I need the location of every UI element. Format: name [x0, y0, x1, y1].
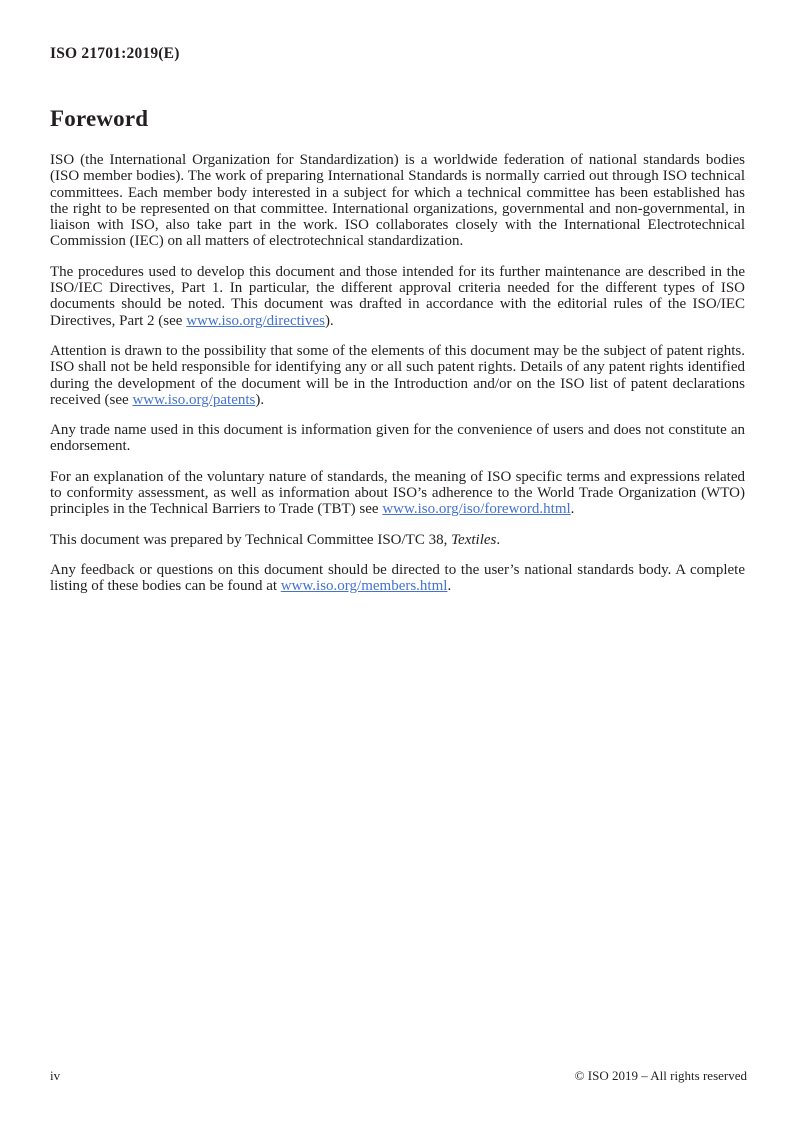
hyperlink[interactable]: www.iso.org/iso/foreword.html	[382, 501, 571, 518]
text-run: .	[447, 578, 452, 595]
text-run: ).	[324, 312, 334, 329]
page-title: Foreword	[50, 106, 149, 131]
text-run: For an explanation of the voluntary nature of standards, the meaning of ISO specific terms and expressions related to conformity assessment, as well as information about ISO’s adherence to the World Trade Organization (WTO) principles in the Technical Barriers to Trade (TBT) see	[50, 468, 745, 518]
hyperlink[interactable]: www.iso.org/patents	[132, 391, 256, 408]
page-footer	[50, 1068, 747, 1084]
paragraph	[50, 343, 745, 408]
text-run: .	[570, 501, 575, 518]
paragraph	[50, 422, 745, 455]
document-reference: ISO 21701:2019(E)	[50, 45, 180, 62]
text-run: .	[496, 531, 501, 548]
copyright-notice: © ISO 2019 – All rights reserved	[574, 1068, 747, 1083]
paragraph	[50, 532, 745, 548]
text-run: ISO (the International Organization for Standardization) is a worldwide federation of national standards bodies (ISO member bodies). The work of preparing International Standards is normally carried out through ISO technical committees. Each member body interested in a subject for which a technical committee has been established has the right to be represented on that committee. International organizations, governmental and non-governmental, in liaison with ISO, also take part in the work. ISO collaborates closely with the International Electrotechnical Commission (IEC) on all matters of electrotechnical standardization.	[50, 152, 745, 250]
text-run: Any feedback or questions on this document should be directed to the user’s national standards body. A complete listing of these bodies can be found at	[50, 561, 745, 595]
paragraph	[50, 469, 745, 518]
text-run: The procedures used to develop this document and those intended for its further maintenance are described in the ISO/IEC Directives, Part 1. In particular, the different approval criteria needed for the different types of ISO documents should be noted. This document was drafted in accordance with the editorial rules of the ISO/IEC Directives, Part 2 (see	[50, 263, 745, 329]
paragraph	[50, 264, 745, 329]
text-run: ).	[255, 391, 265, 408]
text-run: Any trade name used in this document is information given for the convenience of users and does not constitute an endorsement.	[50, 422, 745, 455]
paragraph	[50, 562, 745, 595]
document-body	[50, 152, 745, 609]
text-run: Attention is drawn to the possibility that some of the elements of this document may be the subject of patent rights. ISO shall not be held responsible for identifying any or all such patent rights. Details of any patent rights identified during the development of the document will be in the Introduction and/or on the ISO list of patent declarations received (see	[50, 342, 745, 408]
paragraph	[50, 152, 745, 250]
italic-text: Textiles	[451, 531, 497, 548]
hyperlink[interactable]: www.iso.org/members.html	[280, 578, 448, 595]
text-run: This document was prepared by Technical Committee ISO/TC 38,	[50, 531, 452, 548]
page-number: iv	[50, 1068, 61, 1083]
hyperlink[interactable]: www.iso.org/directives	[186, 312, 325, 329]
